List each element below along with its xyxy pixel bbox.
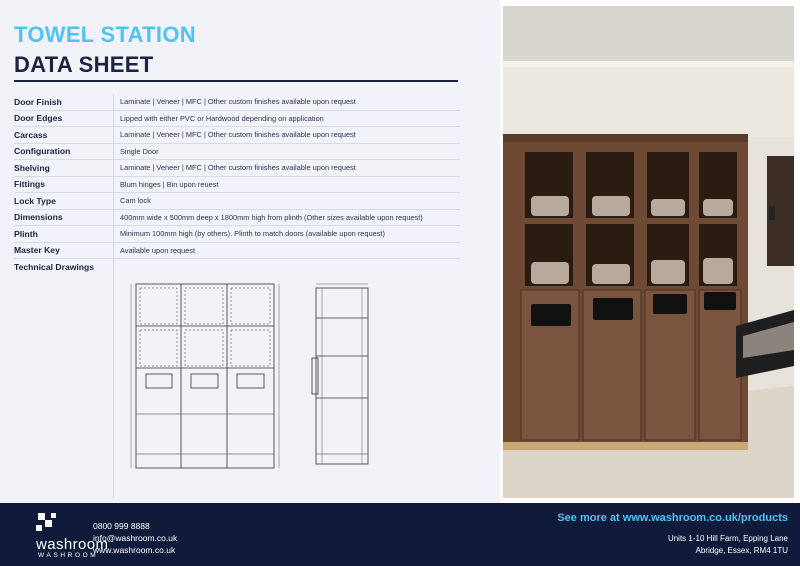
washroom-logo-icon — [36, 513, 58, 533]
spec-label: Configuration — [14, 146, 71, 157]
spec-value: 400mm wide x 500mm deep x 1800mm high from plinth (Other sizes available upon request) — [120, 212, 423, 222]
spec-row-master-key — [14, 243, 460, 260]
spec-label: Technical Drawings — [14, 261, 95, 272]
page-footer — [0, 503, 800, 566]
spec-row-door-finish — [14, 94, 460, 111]
spec-value: Minimum 100mm high (by others). Plinth to match doors (available upon request) — [120, 229, 385, 239]
brand-subline: WASHROOM — [38, 552, 99, 559]
contact-block — [93, 520, 177, 556]
spec-row-lock-type — [14, 193, 460, 210]
spec-value: Laminate | Veneer | MFC | Other custom finishes available upon request — [120, 130, 356, 140]
spec-row-configuration — [14, 144, 460, 161]
brand-wordmark: washroom — [36, 536, 109, 553]
spec-row-technical-drawings — [14, 259, 460, 275]
spec-value: Single Door — [120, 146, 159, 156]
spec-label: Shelving — [14, 162, 50, 173]
spec-label: Lock Type — [14, 195, 56, 206]
website-link[interactable]: www.washroom.co.uk — [93, 545, 176, 555]
spec-row-door-edges — [14, 111, 460, 128]
product-photo — [503, 6, 794, 498]
email-link[interactable]: info@washroom.co.uk — [93, 533, 178, 543]
spec-value: Blum hinges | Bin upon reuest — [120, 179, 219, 189]
spec-label: Carcass — [14, 129, 48, 140]
address-line: Units 1-10 Hill Farm, Epping Lane — [667, 534, 788, 543]
spec-label: Door Finish — [14, 96, 62, 107]
spec-value: Laminate | Veneer | MFC | Other custom finishes available upon request — [120, 97, 356, 107]
phone-link[interactable]: 0800 999 8888 — [93, 521, 150, 531]
spec-label: Dimensions — [14, 212, 63, 223]
address-block — [668, 533, 788, 557]
sheet-subtitle: DATA SHEET — [14, 52, 154, 77]
front-elevation-drawing — [131, 284, 279, 468]
spec-row-dimensions — [14, 210, 460, 227]
product-title: TOWEL STATION — [14, 22, 196, 47]
spec-label: Master Key — [14, 245, 60, 256]
spec-label: Fittings — [14, 179, 46, 190]
spec-value: Cam lock — [120, 196, 151, 206]
spec-value: Lipped with either PVC or Hardwood depending on application — [120, 113, 324, 123]
spec-row-plinth — [14, 226, 460, 243]
spec-row-carcass — [14, 127, 460, 144]
side-elevation-drawing — [312, 284, 368, 464]
products-link[interactable]: See more at www.washroom.co.uk/products — [557, 512, 788, 524]
spec-row-fittings — [14, 177, 460, 194]
title-divider — [14, 80, 458, 82]
spec-row-shelving — [14, 160, 460, 177]
spec-value: Available upon request — [120, 245, 196, 255]
spec-table — [14, 94, 460, 275]
spec-value: Laminate | Veneer | MFC | Other custom finishes available upon request — [120, 163, 356, 173]
address-line: Abridge, Essex, RM4 1TU — [695, 546, 788, 555]
technical-drawings — [130, 278, 380, 478]
spec-label: Plinth — [14, 228, 38, 239]
spec-label: Door Edges — [14, 113, 63, 124]
